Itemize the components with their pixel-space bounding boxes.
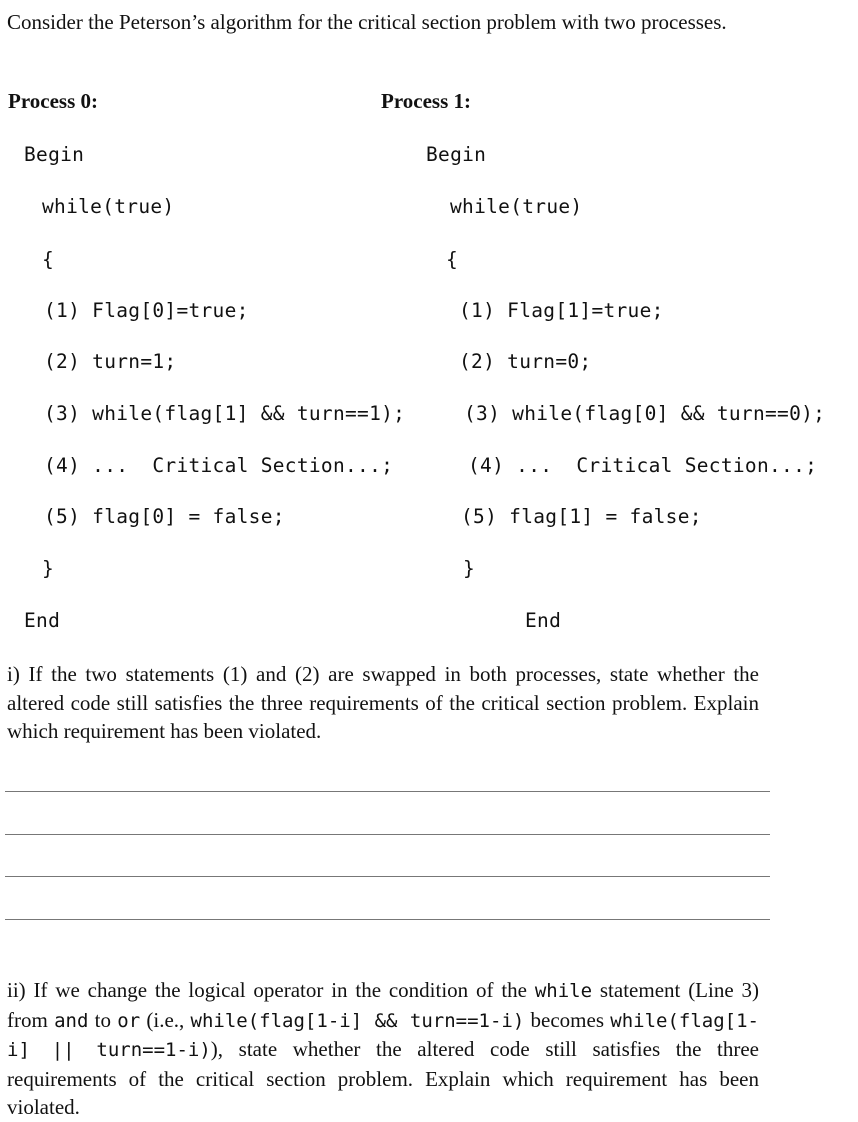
question-2-text-3: to bbox=[88, 1007, 118, 1032]
question-2-code-altered: while(flag[1-i] || turn==1-i) bbox=[7, 1009, 759, 1061]
answer-line-4 bbox=[5, 919, 770, 920]
process1-close-brace: } bbox=[463, 557, 476, 580]
answer-line-1 bbox=[5, 791, 770, 792]
process1-line4: (4) ... Critical Section...; bbox=[468, 454, 818, 477]
process0-close-brace: } bbox=[42, 557, 55, 580]
process1-line1: (1) Flag[1]=true; bbox=[459, 299, 664, 322]
question-2-text-1: ii) If we change the logical operator in the condition of the bbox=[7, 978, 535, 1002]
process1-line3: (3) while(flag[0] && turn==0); bbox=[464, 402, 826, 425]
process0-line3: (3) while(flag[1] && turn==1); bbox=[44, 402, 406, 425]
process0-line2: (2) turn=1; bbox=[44, 350, 177, 373]
process0-open-brace: { bbox=[42, 248, 55, 271]
intro-paragraph: Consider the Peterson’s algorithm for the critical section problem with two processes. bbox=[7, 10, 727, 34]
process1-line2: (2) turn=0; bbox=[459, 350, 592, 373]
question-2-text-6: ), state whether the altered code still satisfies the three requirements of the critical section problem. Explain which requirement has been violated. bbox=[7, 1037, 759, 1119]
process1-while: while(true) bbox=[450, 195, 583, 218]
question-2-code-original: while(flag[1-i] && turn==1-i) bbox=[190, 1009, 525, 1032]
process0-while: while(true) bbox=[42, 195, 175, 218]
process0-line5: (5) flag[0] = false; bbox=[44, 505, 285, 528]
process1-open-brace: { bbox=[446, 248, 459, 271]
answer-line-3 bbox=[5, 876, 770, 877]
process1-heading: Process 1: bbox=[381, 89, 471, 113]
process1-begin: Begin bbox=[426, 143, 487, 166]
question-2-code-while: while bbox=[534, 980, 593, 1002]
process0-line4: (4) ... Critical Section...; bbox=[44, 454, 394, 477]
question-2-text-4: (i.e., bbox=[140, 1007, 191, 1032]
process0-begin: Begin bbox=[24, 143, 85, 166]
process0-end: End bbox=[24, 609, 61, 632]
process0-line1: (1) Flag[0]=true; bbox=[44, 299, 249, 322]
process1-end: End bbox=[525, 609, 562, 632]
process0-heading: Process 0: bbox=[8, 89, 98, 113]
question-2-code-or: or bbox=[117, 1009, 141, 1032]
question-1: i) If the two statements (1) and (2) are swapped in both processes, state whether the altered code still satisfies the three requirements of the critical section problem. Explain which requirement has been violated. bbox=[7, 662, 759, 743]
question-2-text-2: statement (Line 3) from bbox=[7, 978, 759, 1032]
question-2-text-5: becomes bbox=[524, 1007, 611, 1032]
answer-line-2 bbox=[5, 834, 770, 835]
question-2-code-and: and bbox=[54, 1009, 89, 1032]
process1-line5: (5) flag[1] = false; bbox=[461, 505, 702, 528]
question-2 bbox=[7, 976, 759, 1122]
